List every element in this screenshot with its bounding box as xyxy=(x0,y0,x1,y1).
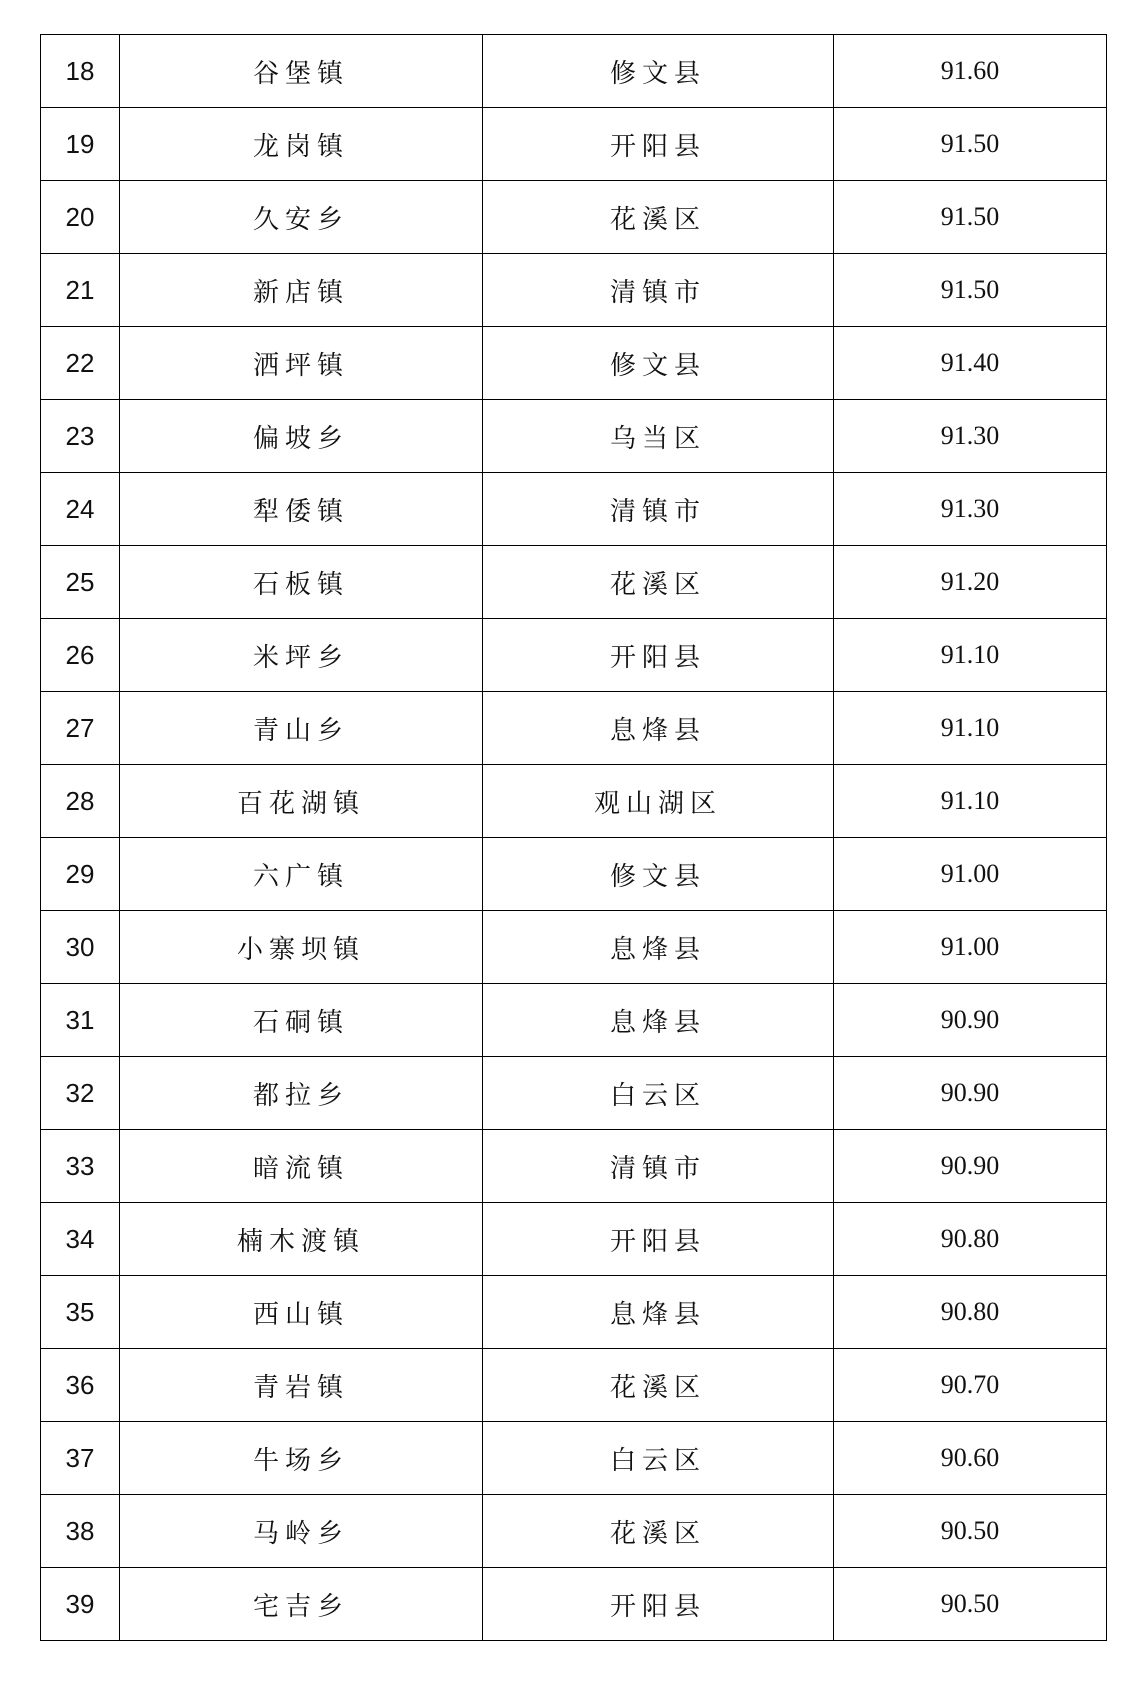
table-row xyxy=(41,984,1107,1057)
score-cell: 91.30 xyxy=(834,400,1107,473)
row-number-cell: 20 xyxy=(41,181,120,254)
score-cell: 90.50 xyxy=(834,1568,1107,1641)
district-name-cell: 花溪区 xyxy=(483,181,834,254)
row-number-cell: 28 xyxy=(41,765,120,838)
town-name-cell: 洒坪镇 xyxy=(120,327,483,400)
row-number-cell: 33 xyxy=(41,1130,120,1203)
district-name-cell: 息烽县 xyxy=(483,692,834,765)
table-row xyxy=(41,838,1107,911)
row-number-cell: 21 xyxy=(41,254,120,327)
score-cell: 91.00 xyxy=(834,911,1107,984)
row-number-cell: 19 xyxy=(41,108,120,181)
score-cell: 91.20 xyxy=(834,546,1107,619)
row-number-cell: 36 xyxy=(41,1349,120,1422)
town-name-cell: 石硐镇 xyxy=(120,984,483,1057)
town-name-cell: 犁倭镇 xyxy=(120,473,483,546)
table-row xyxy=(41,1057,1107,1130)
score-cell: 90.80 xyxy=(834,1276,1107,1349)
district-name-cell: 开阳县 xyxy=(483,1203,834,1276)
row-number-cell: 35 xyxy=(41,1276,120,1349)
table-row xyxy=(41,1130,1107,1203)
table-row xyxy=(41,911,1107,984)
table-row xyxy=(41,765,1107,838)
district-name-cell: 清镇市 xyxy=(483,254,834,327)
town-name-cell: 六广镇 xyxy=(120,838,483,911)
score-cell: 90.50 xyxy=(834,1495,1107,1568)
ranking-table xyxy=(40,34,1107,1641)
table-row xyxy=(41,546,1107,619)
score-cell: 91.10 xyxy=(834,692,1107,765)
table-row xyxy=(41,181,1107,254)
row-number-cell: 37 xyxy=(41,1422,120,1495)
table-row xyxy=(41,400,1107,473)
district-name-cell: 白云区 xyxy=(483,1422,834,1495)
town-name-cell: 偏坡乡 xyxy=(120,400,483,473)
town-name-cell: 谷堡镇 xyxy=(120,35,483,108)
district-name-cell: 息烽县 xyxy=(483,1276,834,1349)
district-name-cell: 修文县 xyxy=(483,35,834,108)
town-name-cell: 青岩镇 xyxy=(120,1349,483,1422)
table-row xyxy=(41,1203,1107,1276)
district-name-cell: 白云区 xyxy=(483,1057,834,1130)
row-number-cell: 26 xyxy=(41,619,120,692)
score-cell: 91.50 xyxy=(834,254,1107,327)
table-row xyxy=(41,108,1107,181)
score-cell: 91.10 xyxy=(834,619,1107,692)
score-cell: 91.40 xyxy=(834,327,1107,400)
district-name-cell: 开阳县 xyxy=(483,108,834,181)
table-row xyxy=(41,327,1107,400)
table-row xyxy=(41,692,1107,765)
row-number-cell: 22 xyxy=(41,327,120,400)
score-cell: 91.50 xyxy=(834,108,1107,181)
town-name-cell: 宅吉乡 xyxy=(120,1568,483,1641)
row-number-cell: 30 xyxy=(41,911,120,984)
score-cell: 90.90 xyxy=(834,1057,1107,1130)
score-cell: 90.90 xyxy=(834,1130,1107,1203)
town-name-cell: 青山乡 xyxy=(120,692,483,765)
district-name-cell: 息烽县 xyxy=(483,911,834,984)
district-name-cell: 开阳县 xyxy=(483,619,834,692)
town-name-cell: 小寨坝镇 xyxy=(120,911,483,984)
row-number-cell: 29 xyxy=(41,838,120,911)
score-cell: 90.60 xyxy=(834,1422,1107,1495)
ranking-table-body xyxy=(41,35,1107,1641)
town-name-cell: 石板镇 xyxy=(120,546,483,619)
district-name-cell: 修文县 xyxy=(483,838,834,911)
table-row xyxy=(41,35,1107,108)
ranking-table-container xyxy=(40,34,1102,1641)
district-name-cell: 乌当区 xyxy=(483,400,834,473)
score-cell: 90.90 xyxy=(834,984,1107,1057)
town-name-cell: 西山镇 xyxy=(120,1276,483,1349)
district-name-cell: 清镇市 xyxy=(483,473,834,546)
district-name-cell: 花溪区 xyxy=(483,546,834,619)
row-number-cell: 32 xyxy=(41,1057,120,1130)
table-row xyxy=(41,1276,1107,1349)
town-name-cell: 暗流镇 xyxy=(120,1130,483,1203)
row-number-cell: 24 xyxy=(41,473,120,546)
row-number-cell: 25 xyxy=(41,546,120,619)
score-cell: 91.10 xyxy=(834,765,1107,838)
district-name-cell: 花溪区 xyxy=(483,1349,834,1422)
row-number-cell: 23 xyxy=(41,400,120,473)
town-name-cell: 龙岗镇 xyxy=(120,108,483,181)
town-name-cell: 久安乡 xyxy=(120,181,483,254)
table-row xyxy=(41,1349,1107,1422)
score-cell: 91.50 xyxy=(834,181,1107,254)
district-name-cell: 息烽县 xyxy=(483,984,834,1057)
score-cell: 91.30 xyxy=(834,473,1107,546)
score-cell: 91.00 xyxy=(834,838,1107,911)
row-number-cell: 31 xyxy=(41,984,120,1057)
table-row xyxy=(41,1568,1107,1641)
row-number-cell: 39 xyxy=(41,1568,120,1641)
table-row xyxy=(41,254,1107,327)
district-name-cell: 观山湖区 xyxy=(483,765,834,838)
table-row xyxy=(41,473,1107,546)
table-row xyxy=(41,619,1107,692)
town-name-cell: 楠木渡镇 xyxy=(120,1203,483,1276)
row-number-cell: 18 xyxy=(41,35,120,108)
town-name-cell: 米坪乡 xyxy=(120,619,483,692)
table-row xyxy=(41,1422,1107,1495)
table-row xyxy=(41,1495,1107,1568)
district-name-cell: 清镇市 xyxy=(483,1130,834,1203)
score-cell: 90.70 xyxy=(834,1349,1107,1422)
row-number-cell: 38 xyxy=(41,1495,120,1568)
district-name-cell: 开阳县 xyxy=(483,1568,834,1641)
score-cell: 90.80 xyxy=(834,1203,1107,1276)
town-name-cell: 牛场乡 xyxy=(120,1422,483,1495)
row-number-cell: 27 xyxy=(41,692,120,765)
score-cell: 91.60 xyxy=(834,35,1107,108)
town-name-cell: 新店镇 xyxy=(120,254,483,327)
town-name-cell: 都拉乡 xyxy=(120,1057,483,1130)
town-name-cell: 马岭乡 xyxy=(120,1495,483,1568)
town-name-cell: 百花湖镇 xyxy=(120,765,483,838)
row-number-cell: 34 xyxy=(41,1203,120,1276)
district-name-cell: 花溪区 xyxy=(483,1495,834,1568)
district-name-cell: 修文县 xyxy=(483,327,834,400)
